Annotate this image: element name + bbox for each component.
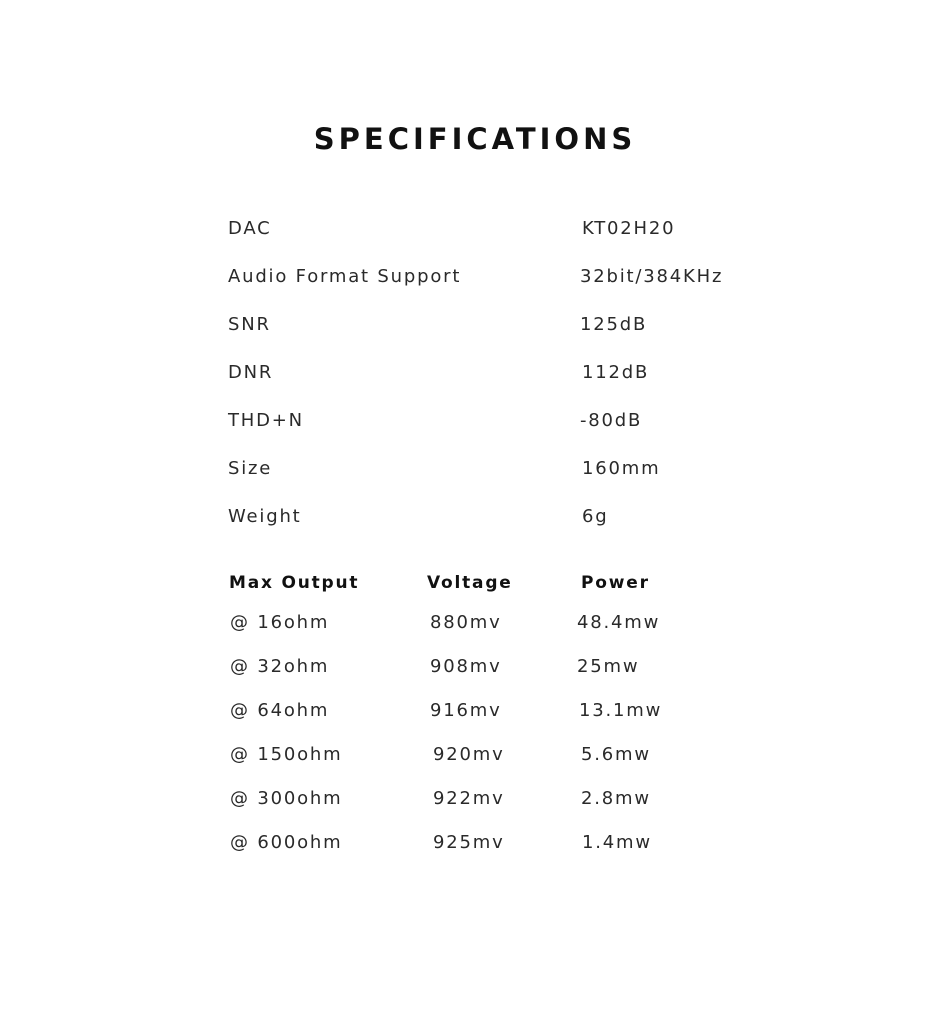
load-cell: @ 150ohm: [230, 744, 343, 765]
spec-row-thdn: [0, 406, 950, 436]
power-cell: 5.6mw: [581, 744, 651, 765]
spec-row-dac: [0, 214, 950, 244]
spec-value: KT02H20: [582, 218, 676, 239]
load-cell: @ 64ohm: [230, 700, 330, 721]
power-cell: 13.1mw: [579, 700, 663, 721]
table-row: [0, 608, 950, 638]
header-voltage: Voltage: [427, 573, 513, 593]
load-cell: @ 16ohm: [230, 612, 330, 633]
spec-row-snr: [0, 310, 950, 340]
table-row: [0, 784, 950, 814]
voltage-cell: 908mv: [430, 656, 502, 677]
load-cell: @ 600ohm: [230, 832, 343, 853]
spec-label: Audio Format Support: [228, 266, 462, 287]
power-cell: 2.8mw: [581, 788, 651, 809]
power-cell: 25mw: [577, 656, 640, 677]
spec-value: 6g: [582, 506, 609, 527]
table-row: [0, 696, 950, 726]
spec-label: DAC: [228, 218, 272, 239]
header-power: Power: [581, 573, 650, 593]
voltage-cell: 920mv: [433, 744, 505, 765]
voltage-cell: 925mv: [433, 832, 505, 853]
power-cell: 48.4mw: [577, 612, 661, 633]
table-row: [0, 740, 950, 770]
table-row: [0, 652, 950, 682]
spec-value: 112dB: [582, 362, 650, 383]
spec-label: THD+N: [228, 410, 304, 431]
output-table-header: [0, 568, 950, 598]
spec-row-audio-format: [0, 262, 950, 292]
voltage-cell: 880mv: [430, 612, 502, 633]
spec-label: SNR: [228, 314, 271, 335]
spec-value: 160mm: [582, 458, 661, 479]
spec-value: 32bit/384KHz: [580, 266, 724, 287]
spec-label: DNR: [228, 362, 274, 383]
voltage-cell: 916mv: [430, 700, 502, 721]
table-row: [0, 828, 950, 858]
spec-row-weight: [0, 502, 950, 532]
load-cell: @ 32ohm: [230, 656, 330, 677]
spec-row-dnr: [0, 358, 950, 388]
spec-row-size: [0, 454, 950, 484]
voltage-cell: 922mv: [433, 788, 505, 809]
power-cell: 1.4mw: [582, 832, 652, 853]
load-cell: @ 300ohm: [230, 788, 343, 809]
spec-label: Size: [228, 458, 273, 479]
page-title: SPECIFICATIONS: [313, 122, 637, 156]
spec-label: Weight: [228, 506, 302, 527]
spec-value: 125dB: [580, 314, 648, 335]
header-max-output: Max Output: [229, 573, 360, 593]
spec-value: -80dB: [580, 410, 643, 431]
